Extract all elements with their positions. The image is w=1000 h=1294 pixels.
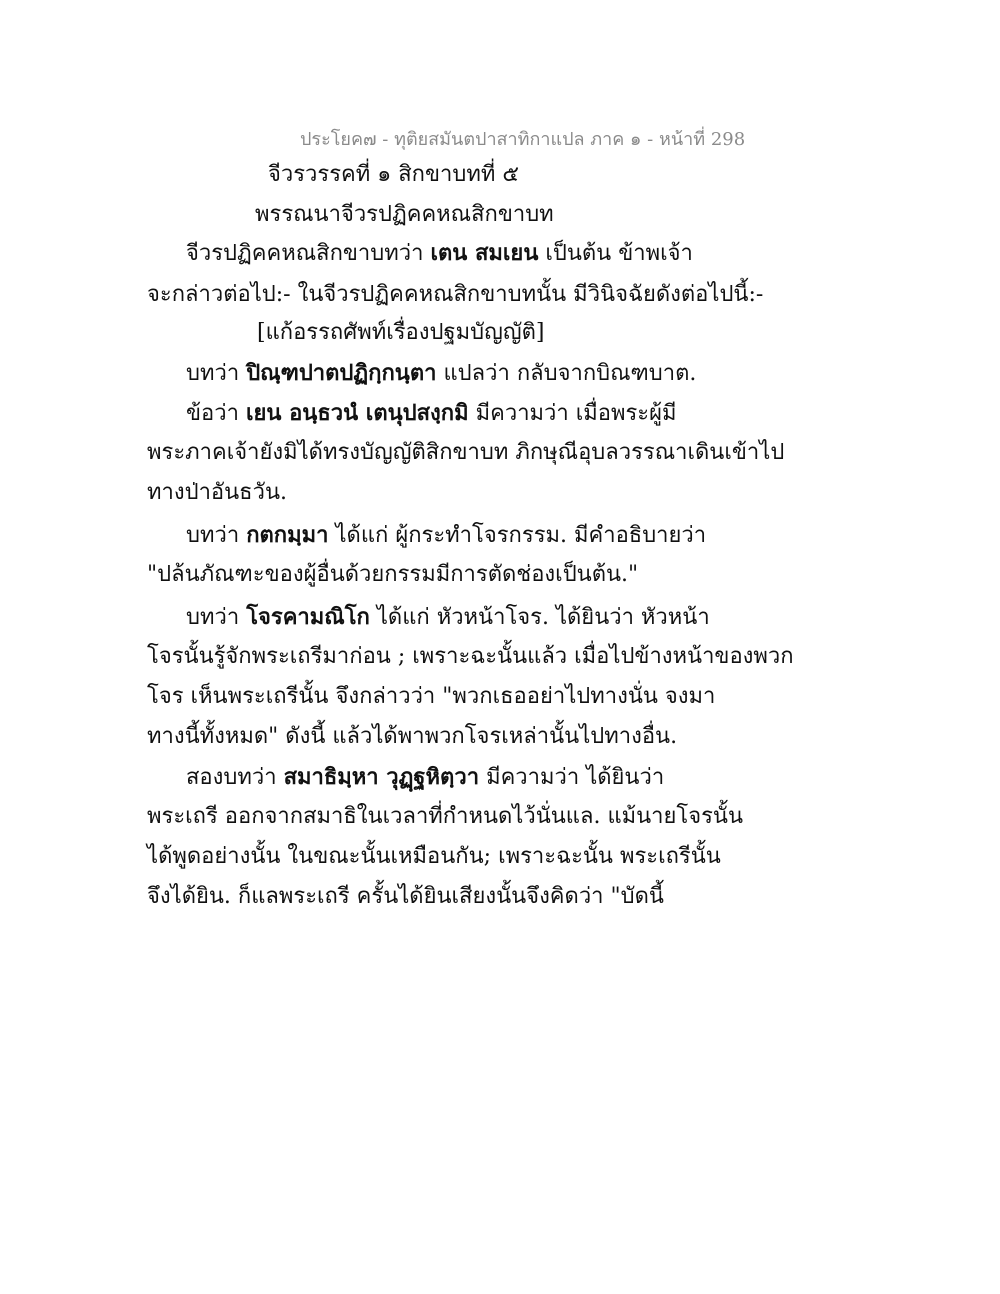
- p5-line-4: จึงได้ยิน. ก็แลพระเถรี ครั้นได้ยินเสียงนั้นจึงคิดว่า "บัดนี้: [147, 884, 664, 909]
- intro-term: เตน สมเยน: [430, 240, 539, 266]
- p5-text-end: มีความว่า ได้ยินว่า: [486, 765, 665, 790]
- p2-text-end: มีความว่า เมื่อพระผู้มี: [475, 401, 677, 426]
- p5-term: สมาธิมฺหา วุฏฺฐหิตฺวา: [283, 764, 480, 790]
- p1-term: ปิณฺฑปาตปฏิกฺกนฺตา: [246, 360, 437, 386]
- p3-term: กตกมฺมา: [246, 522, 329, 548]
- p2-line-1: [186, 398, 677, 429]
- p1-line-1: [186, 358, 696, 389]
- p4-line-2: โจรนั้นรู้จักพระเถรีมาก่อน ; เพราะฉะนั้นแล้ว เมื่อไปข้างหน้าของพวก: [147, 644, 794, 669]
- p5-line-1: [186, 762, 664, 793]
- p4-line-4: ทางนี้ทั้งหมด" ดังนี้ แล้วได้พาพวกโจรเหล่านั้นไปทางอื่น.: [147, 724, 678, 749]
- chapter-title: จีวรวรรคที่ ๑ สิกขาบทที่ ๕: [268, 162, 519, 187]
- intro-line-1: [186, 238, 693, 269]
- p4-text: บทว่า: [186, 605, 240, 630]
- p3-text-end: ได้แก่ ผู้กระทำโจรกรรม. มีคำอธิบายว่า: [335, 523, 707, 548]
- p1-text: บทว่า: [186, 361, 240, 386]
- p1-text-end: แปลว่า กลับจากบิณฑบาต.: [443, 361, 697, 386]
- intro-line-2: จะกล่าวต่อไป:- ในจีวรปฏิคคหณสิกขาบทนั้น มีวินิจฉัยดังต่อไปนี้:-: [147, 282, 764, 307]
- page-header: ประโยค๗ - ทุติยสมันตปาสาทิกาแปล ภาค ๑ - หน้าที่ 298: [300, 129, 746, 150]
- subheading: [แก้อรรถศัพท์เรื่องปฐมบัญญัติ]: [257, 320, 545, 345]
- p2-text: ข้อว่า: [186, 401, 239, 426]
- p4-term: โจรคามณิโก: [246, 604, 370, 630]
- intro-text: จีวรปฏิคคหณสิกขาบทว่า: [186, 241, 424, 266]
- section-title: พรรณนาจีวรปฏิคคหณสิกขาบท: [255, 202, 554, 227]
- p3-text: บทว่า: [186, 523, 240, 548]
- p5-text: สองบทว่า: [186, 765, 277, 790]
- p4-text-end: ได้แก่ หัวหน้าโจร. ได้ยินว่า หัวหน้า: [376, 605, 710, 630]
- intro-text-end: เป็นต้น ข้าพเจ้า: [545, 241, 693, 266]
- p2-term: เยน อนฺธวนํ เตนุปสงฺกมิ: [245, 400, 469, 426]
- p4-line-1: [186, 602, 710, 633]
- p2-line-2: พระภาคเจ้ายังมิได้ทรงบัญญัติสิกขาบท ภิกษุณีอุบลวรรณาเดินเข้าไป: [147, 440, 785, 465]
- p3-line-2: "ปล้นภัณฑะของผู้อื่นด้วยกรรมมีการตัดช่องเป็นต้น.": [147, 562, 639, 587]
- p5-line-3: ได้พูดอย่างนั้น ในขณะนั้นเหมือนกัน; เพราะฉะนั้น พระเถรีนั้น: [147, 844, 721, 869]
- p4-line-3: โจร เห็นพระเถรีนั้น จึงกล่าวว่า "พวกเธออย่าไปทางนั่น จงมา: [147, 684, 716, 709]
- p5-line-2: พระเถรี ออกจากสมาธิในเวลาที่กำหนดไว้นั่นแล. แม้นายโจรนั้น: [147, 804, 744, 829]
- p2-line-3: ทางป่าอันธวัน.: [147, 480, 287, 505]
- p3-line-1: [186, 520, 706, 551]
